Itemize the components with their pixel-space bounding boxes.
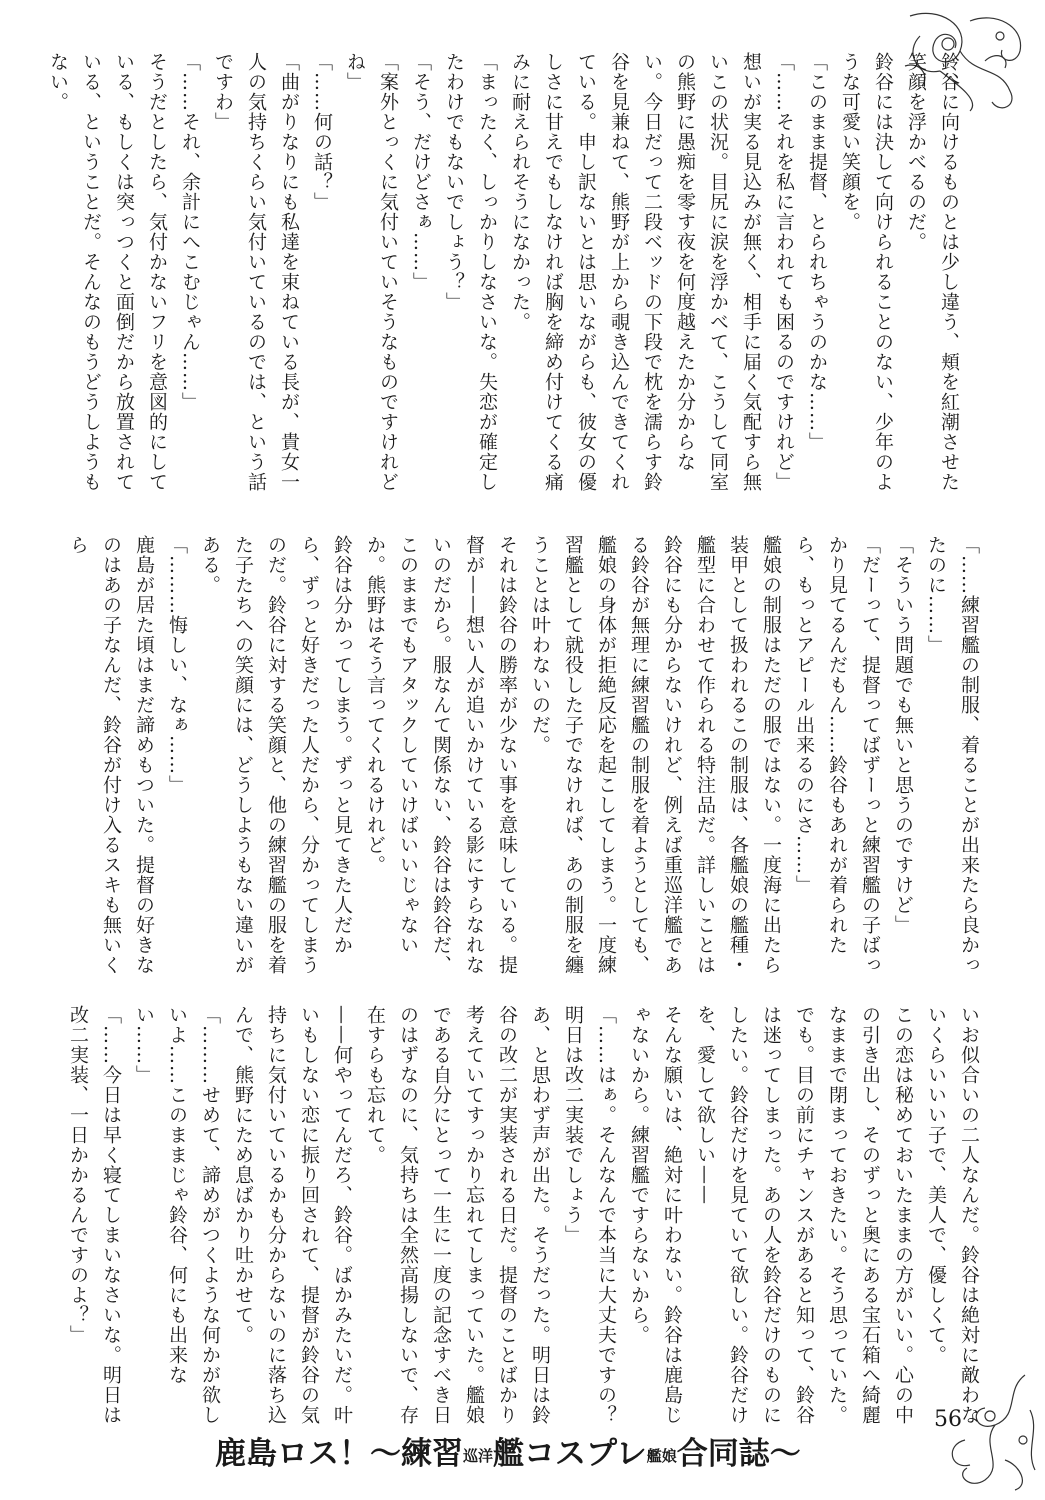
paragraph: それは鈴谷の勝率が少ない事を意味している。提督が——想い人が追いかけている影にすらなれないのだから。服なんて関係ない、鈴谷は鈴谷だ、このままでもアタックしていけばいいじゃないか。熊野はそう言ってくれるけれど。 — [364, 535, 518, 975]
paragraph: そんな願いは、絶対に叶わない。鈴谷は鹿島じゃないから。練習艦ですらないから。 — [628, 1005, 683, 1425]
dialogue-line: 「……練習艦の制服、着ることが出来たら良かったのに……」 — [925, 535, 980, 975]
dialogue-line: 「……それを私に言われても困るのですけれど」 — [773, 52, 795, 492]
paragraph: 鹿島が居た頃はまだ諦めもついた。提督の好きなのはあの子なんだ、鈴谷が付け入るスキも無いくら — [67, 535, 155, 975]
paragraph: 想いが実る見込みが無く、相手に届く気配すら無いこの状況。目尻に涙を浮かべて、こうして同室の熊野に愚痴を零す夜を何度越えたか分からない。今日だって二段ベッドの下段で枕を濡らす鈴谷を見兼ねて、熊野が上から覗き込んできてくれている。申し訳ないとは思いながらも、彼女の優しさに甘えでもしなければ胸を締め付けてくる痛みに耐えられそうになかった。 — [509, 52, 762, 492]
footer-ruby: 艦娘 — [646, 1446, 677, 1465]
dialogue-line: 「………悔しい、なぁ……」 — [166, 535, 188, 795]
paragraph: ——何やってんだろ、鈴谷。ばかみたいだ。叶いもしない恋に振り回されて、提督が鈴谷の気持ちに気付いているかも分からないのに落ち込んで、熊野にため息ばかり吐かせて。 — [232, 1005, 353, 1425]
text-block-bottom — [67, 1005, 985, 1425]
paragraph: いお似合いの二人なんだ。鈴谷は絶対に敵わないくらいいい子で、美人で、優しくて。 — [925, 1005, 980, 1425]
text-block-middle — [67, 535, 985, 975]
paragraph: 艦娘の制服はただの服ではない。一度海に出たら装甲として扱われるこの制服は、各艦娘の艦種・艦型に合わせて作られる特注品だ。詳しいことは鈴谷にも分からないけれど、例えば重巡洋艦である鈴谷が無理に練習艦の制服を着ようとしても、艦娘の身体が拒絶反応を起こしてしまう。一度練習艦として就役した子でなければ、あの制服を纏うことは叶わないのだ。 — [529, 535, 782, 975]
paragraph: この恋は秘めておいたままの方がいい。心の中の引き出し、そのずっと奥にある宝石箱へ綺麗なままで閉まっておきたい。そう思っていた。 — [826, 1005, 914, 1425]
dialogue-line: 「このまま提督、とられちゃうのかな……」 — [806, 52, 828, 452]
dialogue-line: 「そういう問題でも無いと思うのですけど」 — [892, 535, 914, 935]
paragraph: 鈴谷は分かってしまう。ずっと見てきた人だから、ずっと好きだった人だから、分かってしまうのだ。鈴谷に対する笑顔と、他の練習艦の服を着た子たちへの笑顔には、どうしようもない違いがある。 — [199, 535, 353, 975]
text-block-top — [47, 52, 965, 502]
footer-title-part: 艦コスプレ — [493, 1436, 647, 1472]
paragraph: でも。目の前にチャンスがあると知って、鈴谷は迷ってしまった。あの人を鈴谷だけのものにしたい。鈴谷だけを見ていて欲しい。鈴谷だけを、愛して欲しい—— — [694, 1005, 815, 1425]
paragraph: 鈴谷に向けるものとは少し違う、頬を紅潮させた笑顔を浮かべるのだ。 — [905, 52, 960, 492]
dialogue-line: 「……今日は早く寝てしまいなさいな。明日は改二実装、一日かかるんですのよ？」 — [67, 1005, 122, 1425]
paragraph: あ、と思わず声が出た。そうだった。明日は鈴谷の改二が実装される日だ。提督のことばかり考えていてすっかり忘れてしまっていた。艦娘である自分にとって一生に一度の記念すべき日のはずなのに、気持ちは全然高揚しないで、存在すらも忘れて。 — [364, 1005, 551, 1425]
paragraph: そうだとしたら、気付かないフリを意図的にしている、もしくは突っつくと面倒だから放置されている、ということだ。そんなのもうどうしようもない。 — [47, 52, 168, 492]
footer-title-part: 合同誌～ — [676, 1436, 801, 1472]
footer-ruby: 巡洋 — [463, 1446, 494, 1465]
dialogue-line: 「……何の話？」 — [311, 52, 333, 212]
page-number: 56 — [934, 1407, 962, 1432]
dialogue-line: 「曲がりなりにも私達を束ねている長が、貴女一人の気持ちくらい気付いているのでは、という話ですわ」 — [212, 52, 300, 492]
dialogue-line: 「だーって、提督ってばずーっと練習艦の子ばっかり見てるんだもん……鈴谷もあれが着られたら、もっとアピール出来るのにさ……」 — [793, 535, 881, 975]
dialogue-line: 「……はぁ。そんなんで本当に大丈夫ですの？ 明日は改二実装でしょう」 — [562, 1005, 617, 1425]
dialogue-line: 「まったく、しっかりしなさいな。失恋が確定したわけでもないでしょう？」 — [443, 52, 498, 492]
dialogue-line: 「………せめて、諦めがつくような何かが欲しいよ……このままじゃ鈴谷、何にも出来ない……」 — [133, 1005, 221, 1425]
footer-title-part: 鹿島ロス！～練習 — [215, 1436, 463, 1472]
dialogue-line: 「そう、だけどさぁ……」 — [410, 52, 432, 292]
dialogue-line: 「案外とっくに気付いていそうなものですけれどね」 — [344, 52, 399, 492]
book-title-footer — [215, 1428, 801, 1473]
dialogue-line: 「……それ、余計にへこむじゃん……」 — [179, 52, 201, 412]
paragraph: 鈴谷には決して向けられることのない、少年のような可愛い笑顔を。 — [839, 52, 894, 492]
